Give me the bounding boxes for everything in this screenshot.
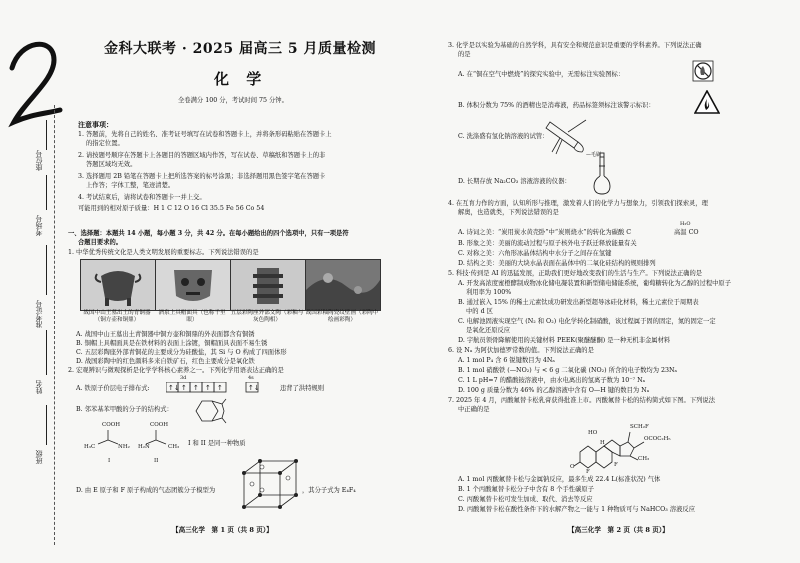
note-line: 答题区域均无效。 [86,161,137,168]
q4-equation: 高温 CO [674,229,699,236]
struct-label: CH₃ [168,444,180,450]
q4-option-a: A. 诗词之美：“炭用炭水黄壳卧”中“炭则烧水”的转化为碳酸 C [458,229,632,236]
steroid-skeleton-icon [570,412,680,474]
svg-text:↑: ↑ [193,384,199,392]
mol-label: F [586,469,590,475]
svg-text:↑: ↑ [205,384,211,392]
pottery-image [230,259,306,311]
q3-stem: 的是 [458,51,471,58]
mol-label: SCH₂F [630,424,649,430]
notes-heading: 注意事项： [78,120,113,129]
cut-line [54,105,55,545]
q6-option-d: D. 100 g 质量分数为 46% 的乙醇溶液中含有 O—H 键的数目为 Nₐ [458,387,650,394]
q3-option-c: C. 洗涤盛有氢化钠溶液的试管： [458,133,549,140]
q7-option-b: B. 1 个丙酸氟替卡松分子中含有 8 个手性碳原子 [458,486,594,493]
struct-label: H₃C [84,444,96,450]
q3-stem: 3. 化学是以实验为基础的自然学科，具有安全和规范意识是重要的学科素养。下列说法正确 [448,42,702,49]
q4-option-c: C. 对称之美：六角形冰晶体结构中水分子之间存在氢键 [458,250,612,257]
note-line: 3. 选择题用 2B 铅笔在答题卡上把所选答案的标号涂黑；非选择题用黑色签字笔在答题卡 [78,173,326,180]
bronze-vessel-image [80,259,156,311]
q6-option-a: A. 1 mol P₄ 含 6 锐键数目为 4Nₐ [458,357,555,364]
q2-option-d-tail: ，其分子式为 E₄F₄ [302,487,356,494]
section-intro: 一、选择题：本题共 14 小题，每小题 3 分，共 42 分。在每小题给出的四个选项中，只有一项是符 [68,230,349,237]
note-line: 2. 请按题号顺序在答题卡上各题目的答题区域内作答，写在试卷、草稿纸和答题卡上的非 [78,152,326,159]
q1-caption: 酒泉上具帽面具（也称千里眼） [158,310,226,323]
admission-no-label: 准考证号 [35,300,43,328]
q1-caption: 五层彩陶座外部文陶（彩釉与灰色陶相） [230,310,304,323]
q5-option-a: A. 开发高浓度蜜橙酵制成物冰化储电凝装置和新型储电储能系统，葡萄糖转化为乙醇的过程中原子 [458,280,732,287]
q1-stem: 1. 中华优秀传统文化是人类文明发展的重要标志。下列说法错误的是 [68,249,259,256]
fill-line [46,245,47,295]
q4-stem: 4. 在互育力作的方面，认知所形与推理，激发着人们的化学力与想象力，引领我们探索灵，理 [448,200,708,207]
number-two-handwritten-icon [4,30,64,140]
exam-title: 金科大联考 · 2025 届高三 5 月质量检测 [104,41,376,57]
footer-right: 【高三化学 第 2 页（共 8 页）】 [568,526,669,534]
q5-option-c: C. 电解池固液实现空气 (N₂ 和 O₂) 电化学转化制硝酸，该过程属于固的固定，氮的固定一定 [458,318,716,325]
q4-option-d: D. 结构之美：美丽的大块水晶表面在晶体中的二氧化硅结构的规则排列 [458,260,656,267]
q1-image-table [80,259,380,329]
q4-option-b: B. 形象之美：美丽的流动过程与原子核外电子跃迁释放能量有关 [458,240,637,247]
mol-label: O [570,464,575,470]
mol-label: H [600,440,605,446]
note-line: 4. 考试结束后，请将试卷和答题卡一并上交。 [78,194,206,201]
class-label: 班级 [35,450,43,464]
svg-text:↑↓: ↑↓ [168,384,180,392]
bond-lines-icon [84,418,194,458]
q1-option-a: A. 战国中山王墓出土青铜器中铜方壶和铜鼎的外表面都含有铜锈 [76,331,255,338]
orbital-label-4s: 4s [248,375,254,381]
orbital-diagram [166,377,276,395]
footer-left: 【高三化学 第 1 页（共 8 页）】 [172,526,273,534]
section-intro: 合题目要求的。 [78,239,123,246]
seat-number-label: 座位号 [35,150,43,171]
svg-text:↑: ↑ [181,384,187,392]
mol-label: OCOC₂H₅ [644,436,671,442]
q5-option-b: B. 通过嵌入 15% 的稀土元素钛成功研发出新型超导冰硅化材料，稀土元素位于周期表 [458,299,699,306]
note-line: 1. 答题前，先将自己的姓名、准考证号填写在试卷和答题卡上，并将条形码粘贴在答题卡上 [78,131,332,138]
struct-label: H₂N [138,444,150,450]
q2-option-a: A. 铁原子价层电子排布式: [76,385,150,392]
q1-option-b: B. 铜帽上具帽面具是在铁材料的表面上涂镀，铜帽面具表面不易生锈 [76,340,268,347]
flammable-warning-icon [694,90,720,114]
q3-option-d: D. 长期存放 Na₂CO₃ 溶液溶液的仪器： [458,178,571,185]
q5-stem: 5. 科技·传到是 AI 的迅猛发展，正助我们更好地改变我们的生活与生产。下列说法正确的是 [448,270,703,277]
mol-label: CH₃ [638,456,650,462]
atomic-masses: 可能用到的相对原子质量：H 1 C 12 O 16 Cl 35.5 Fe 56 Co 54 [78,205,265,212]
binding-margin [0,0,54,563]
note-line: 上作答；字体工整，笔迹清楚。 [86,182,175,189]
q1-caption: 战国彩釉陶瓷纹壁画（彩陶中绘画彩陶） [305,310,379,323]
mural-icon [306,260,380,310]
q6-option-c: C. 1 L pH=7 的醋酸铵溶液中，由水电离出的氢离子数为 10⁻⁷ Nₐ [458,377,646,384]
q1-option-d: D. 战国彩陶中的红色颜料多来自铁矿石，红色主要成分是氧化铁 [76,358,255,365]
exam-room-label: 考场号 [35,215,43,236]
bronze-mask-icon [156,260,230,310]
q5-option-a-cont: 利用率为 100% [466,289,512,296]
fill-line [46,405,47,445]
q3-option-b: B. 体积分数为 75% 的酒精也是消毒液，药品标签须标注该警示标识： [458,102,655,109]
q2-stem: 2. 宏观辨识与微观探析是化学学科核心素养之一。下列化学用语表达正确的是 [68,367,284,374]
q6-stem: 6. 设 Nₐ 为阿伏加德罗常数的值。下列说法正确的是 [448,347,594,354]
q2-option-b: B. 邻苯基苯甲酸的分子的结构式： [76,406,173,413]
mural-image [305,259,381,311]
fluticasone-structure [570,412,680,474]
q2-option-a-tail: 违背了洪特规则 [280,385,325,392]
cluster-cube-icon [240,457,300,511]
q1-caption: 战国中山王墓出土的青铜器（铜方壶和铜鼎） [83,310,151,323]
q7-option-a: A. 1 mol 丙酸氟替卡松与金属钠反应，最多生成 22.4 L(标准状况) 气体 [458,476,661,483]
q2-option-c-tail: I 和 II 是同一种物质 [188,440,246,447]
name-label: 姓名 [35,380,43,394]
pottery-tower-icon [231,260,305,310]
fill-line [46,330,47,375]
q7-option-d: D. 丙酸氟替卡松在酸性条件下的水解产物之一能与 1 种物质可与 NaHCO₃ 溶液反应 [458,506,696,513]
q1-option-c: C. 五层彩陶座外部青铜花的主要成分为硅酸盐，其 Si 与 O 构成了四面体形 [76,349,287,356]
struct-label: II [154,458,159,464]
q6-option-b: B. 1 mol 硝酸铁 (—NO₂) 与 < 6 g 二氧化碳 (NO₂) 所含的电子数均为 23Nₐ [458,367,677,374]
q7-stem: 7. 2025 年 4 月，丙酸氟替卡松乳膏获得批准上市。丙酸氟替卡松的结构简式如下图。下列说法 [448,397,716,404]
struct-label: COOH [102,422,121,428]
svg-text:↑↓: ↑↓ [248,384,260,392]
struct-label: NH₂ [118,444,130,450]
q3-option-a: A. 在“铜在空气中燃烧”的探究实验中，无需标注实验图标： [458,71,625,78]
q2-option-d: D. 由 E 原子和 F 原子构成的气态团簇分子模型为 [76,487,216,494]
orbital-label-3d: 3d [180,375,187,381]
q5-option-b-cont: 中的 d 区 [466,308,493,315]
q5-option-d: D. 宇航员领骨降解使用的关键材料 PEEK(聚醚醚酮) 是一种无机非金属材料 [458,337,671,344]
score-time: 全卷满分 100 分，考试时间 75 分钟。 [178,97,288,104]
q4-stem: 解奥，也造就类，下列说法错误的是 [458,209,559,216]
mol-label: F [614,462,618,468]
q4-equation-top: H₂O [680,221,691,227]
svg-text:↑: ↑ [217,384,223,392]
note-line: 的指定位置。 [86,140,124,147]
struct-label: I [108,458,111,464]
q7-option-c: C. 丙酸氟替卡松可发生加成、取代、消去等反应 [458,496,593,503]
mask-image [155,259,231,311]
svg-text:—毛刷: —毛刷 [586,152,602,158]
subject-title: 化 学 [214,70,268,88]
bronze-vessel-icon [81,260,155,310]
fill-line [46,175,47,210]
volumetric-flask-icon [592,152,612,196]
fill-line [46,120,47,150]
q5-option-c-cont: 是氧化还原反应 [466,327,511,334]
mol-label: HO [588,430,598,436]
no-flame-sign-icon [692,60,714,82]
q7-stem: 中正确的是 [458,406,490,413]
struct-label: COOH [150,422,169,428]
